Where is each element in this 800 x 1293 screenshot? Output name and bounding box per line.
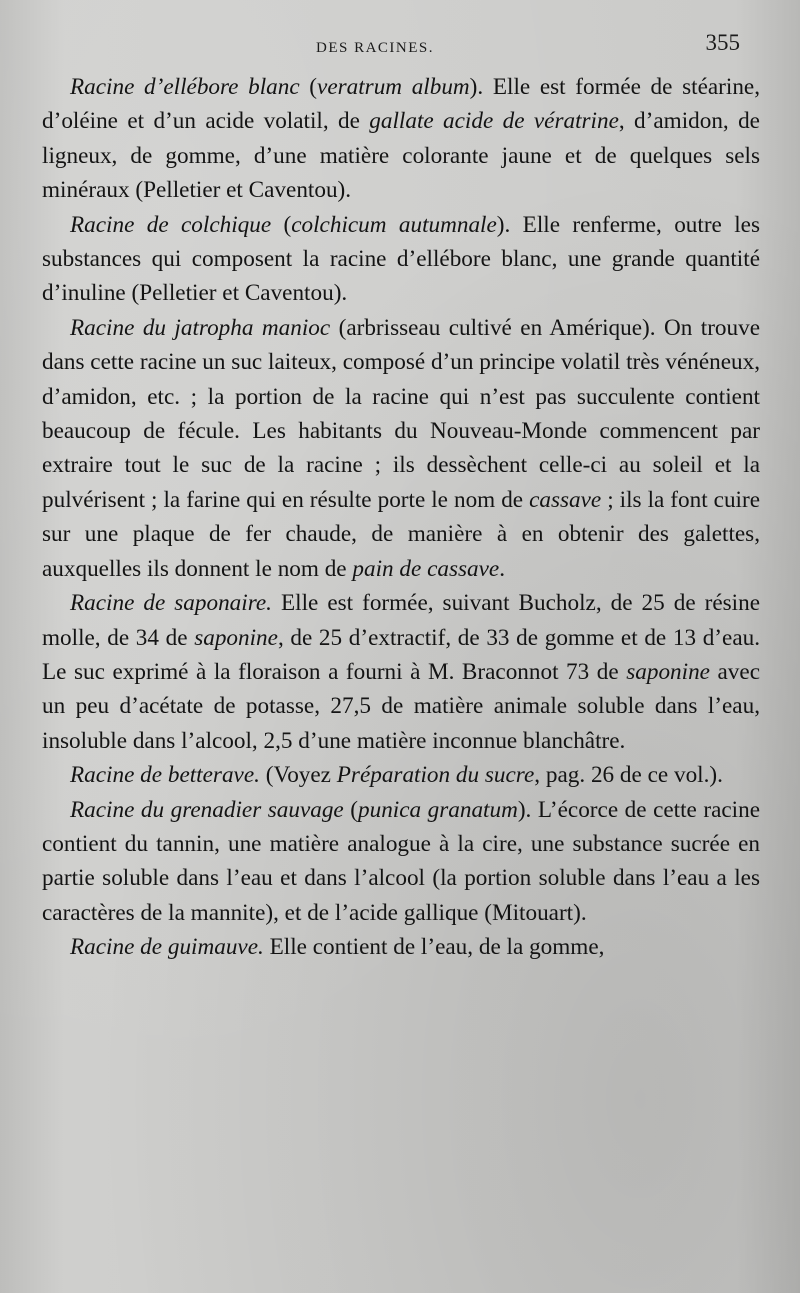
italic-term: saponine — [194, 624, 278, 651]
text-run: ( — [343, 796, 358, 823]
paragraph-colchique — [42, 208, 760, 311]
text-run: . — [499, 555, 506, 582]
text-run: , d’amidon, de ligneux, de gomme, d’une matière colorante jaune et de quelques sels minéraux (Pelletier et Caventou). — [42, 108, 760, 204]
running-head: DES RACINES. — [316, 40, 435, 56]
entry-heading: Racine de colchique — [70, 211, 272, 238]
text-run: ( — [271, 211, 292, 238]
latin-name: colchicum autumnale — [291, 211, 497, 238]
text-run: , pag. 26 de ce vol.). — [534, 762, 723, 789]
italic-term: gallate acide de vératrine — [369, 108, 619, 135]
italic-term: pain de cassave — [352, 555, 500, 582]
entry-heading: Racine de betterave. — [70, 762, 260, 789]
text-run: avec un peu d’acétate de potasse, 27,5 de matière animale soluble dans l’eau, insoluble dans l’alcool, 2,5 d’une matière inconnue blanchâtre. — [42, 658, 760, 754]
text-run: ). Elle est formée de stéarine, d’oléine et d’un acide volatil, de — [42, 74, 760, 135]
text-run: (arbrisseau cultivé en Amérique). On trouve dans cette racine un suc laiteux, composé d’un principe volatil très vénéneux, d’amidon, etc. ; la portion de la racine qui n’est pas succulente contient beaucoup de fécule. Les habitants du Nouveau-Monde commencent par extraire tout le suc de la racine ; ils dessèchent celle-ci au soleil et la pulvérisent ; la farine qui en résulte porte le nom de — [42, 314, 761, 513]
entry-heading: Racine d’ellébore blanc — [70, 74, 300, 100]
latin-name: veratrum album — [317, 74, 470, 100]
text-run: ( — [299, 74, 318, 100]
entry-heading: Racine du jatropha manioc — [70, 314, 331, 341]
page-number: 355 — [705, 30, 740, 55]
text-run: (Voyez — [259, 762, 337, 789]
text-run: ). L’écorce de cette racine contient du tannin, une matière analogue à la cire, une substance sucrée en partie soluble dans l’eau et dans l’alcool (la portion soluble dans l’eau a les caractères de la mannite), et de l’acide gallique (Mitouart). — [42, 796, 760, 926]
paragraph-manioc — [42, 311, 760, 586]
italic-term: cassave — [529, 486, 602, 513]
text-run: , de 25 d’extractif, de 33 de gomme et de 13 d’eau. Le suc exprimé à la floraison a fourni à M. Braconnot 73 de — [42, 624, 761, 685]
entry-heading: Racine de guimauve. — [70, 934, 264, 961]
latin-name: punica granatum — [358, 796, 518, 823]
entry-heading: Racine de saponaire. — [70, 590, 272, 617]
text-run: ). Elle renferme, outre les substances qui composent la racine d’ellébore blanc, une grande quantité d’inuline (Pelletier et Caventou). — [42, 211, 760, 307]
italic-term: saponine — [626, 658, 710, 685]
paragraph-grenadier — [42, 793, 760, 931]
paragraph-betterave — [42, 758, 760, 792]
italic-term: Préparation du sucre — [336, 762, 535, 789]
text-run: Elle est formée, suivant Bucholz, de 25 de résine molle, de 34 de — [42, 590, 760, 651]
paragraph-guimauve — [42, 930, 760, 964]
body-text — [42, 70, 760, 965]
paragraph-veratrum — [42, 70, 760, 208]
text-run: ; ils la font cuire sur une plaque de fer chaude, de manière à en obtenir des galettes, auxquelles ils donnent le nom de — [42, 486, 761, 582]
entry-heading: Racine du grenadier sauvage — [70, 796, 344, 823]
page-header — [0, 30, 800, 70]
paragraph-saponaire — [42, 586, 760, 758]
text-run: Elle contient de l’eau, de la gomme, — [263, 934, 605, 961]
